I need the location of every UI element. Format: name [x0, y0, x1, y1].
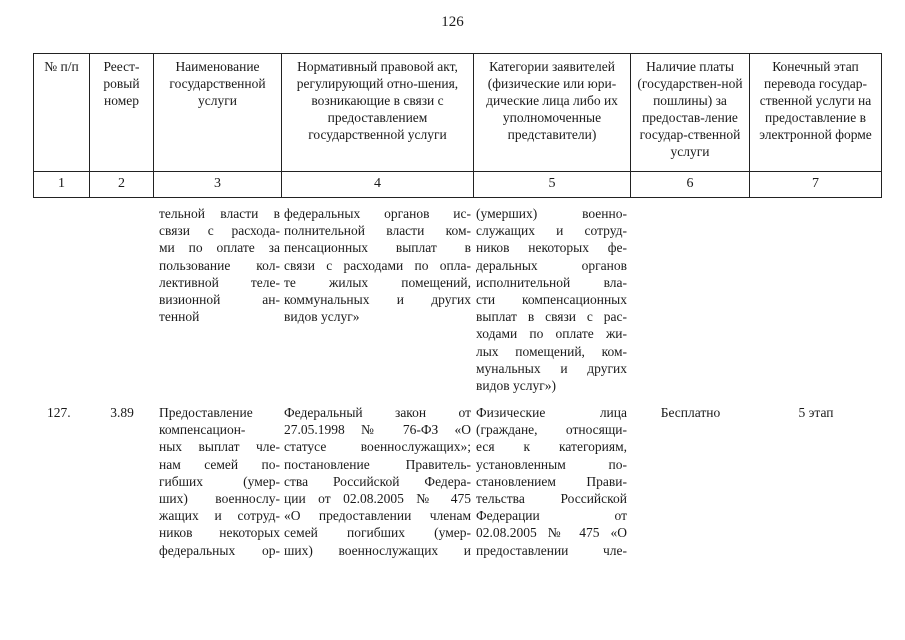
header-row [34, 54, 882, 172]
text-line: мунальных и других [476, 360, 627, 376]
col-number-2: 2 [90, 172, 154, 198]
col-number-6: 6 [631, 172, 750, 198]
text-line: ства Российской Федера- [284, 473, 471, 489]
text-line: пользование кол- [159, 257, 280, 273]
text-line: семей погибших (умер- [284, 525, 471, 541]
text-line: ников некоторых [159, 525, 280, 541]
col-number-3: 3 [154, 172, 282, 198]
text-line: выплат в связи с рас- [476, 309, 627, 325]
row-127-service-name [159, 404, 280, 559]
text-line: жащих и сотруд- [159, 508, 280, 524]
row-127-legal-act [284, 404, 471, 559]
text-line: федеральных ор- [159, 542, 280, 558]
text-line: Предоставление [159, 405, 253, 420]
text-line: компенсацион- [159, 422, 246, 438]
text-line: видов услуг») [476, 378, 556, 394]
text-line: еся к категориям, [476, 439, 627, 455]
header-col-6: Наличие платы (государствен-ной пошлины) за предостав-ление государ-ственной услуги [631, 54, 750, 172]
col-number-7: 7 [750, 172, 882, 198]
text-line: ших) военнослужащих и [284, 542, 471, 558]
text-line: ших) военнослу- [159, 491, 280, 507]
header-col-5: Категории заявителей (физические или юри-дические лица либо их уполномоченные представители) [474, 54, 631, 172]
text-line: пенсационных выплат в [284, 240, 471, 256]
text-line: Федерации от [476, 508, 627, 524]
text-line: гибших (умер- [159, 473, 280, 489]
text-line: «О предоставлении членам [284, 508, 471, 524]
text-line: лых помещений, ком- [476, 343, 627, 359]
page-number: 126 [441, 14, 464, 30]
text-line: визионной ан- [159, 292, 280, 308]
row-127-fee: Бесплатно [660, 405, 721, 420]
text-line: Федеральный закон от [284, 405, 471, 420]
text-line: тенной [159, 309, 200, 325]
text-line: те жилых помещений, [284, 274, 471, 290]
header-col-3: Наименование государственной услуги [154, 54, 282, 172]
text-line: служащих и сотруд- [476, 223, 627, 239]
continuation-col4 [284, 205, 471, 325]
table-header [33, 53, 882, 198]
text-line: ции от 02.08.2005 № 475 [284, 491, 471, 507]
text-line: ходами по оплате жи- [476, 326, 627, 342]
header-col-2: Реест-ровый номер [90, 54, 154, 172]
text-line: тельства Российской [476, 491, 627, 507]
text-line: федеральных органов ис- [284, 206, 471, 221]
text-line: исполнительной вла- [476, 274, 627, 290]
text-line: 27.05.1998 № 76-ФЗ «О [284, 422, 471, 438]
text-line: связи с расходами по опла- [284, 257, 471, 273]
text-line: связи с расхода- [159, 223, 280, 239]
header-col-1: № п/п [34, 54, 90, 172]
text-line: становлением Прави- [476, 473, 627, 489]
row-127-number: 127. [47, 405, 71, 420]
row-127-stage: 5 этап [798, 405, 834, 420]
text-line: постановление Правитель- [284, 456, 471, 472]
text-line: тельной власти в [159, 206, 280, 221]
header-col-4: Нормативный правовой акт, регулирующий отно-шения, возникающие в связи с предоставлением государственной услуги [282, 54, 474, 172]
text-line: ников некоторых фе- [476, 240, 627, 256]
text-line: 02.08.2005 № 475 «О [476, 525, 627, 541]
text-line: ми по оплате за [159, 240, 280, 256]
col-number-5: 5 [474, 172, 631, 198]
text-line: сти компенсационных [476, 292, 627, 308]
continuation-col5 [476, 205, 627, 394]
col-number-1: 1 [34, 172, 90, 198]
text-line: статусе военнослужащих»; [284, 439, 471, 455]
text-line: нам семей по- [159, 456, 280, 472]
col-number-4: 4 [282, 172, 474, 198]
text-line: предоставлении чле- [476, 542, 627, 558]
text-line: Физические лица [476, 405, 627, 420]
text-line: коммунальных и других [284, 292, 471, 308]
text-line: полнительной власти ком- [284, 223, 471, 239]
row-127-registry: 3.89 [110, 405, 134, 420]
header-numbers-row [34, 172, 882, 198]
text-line: (умерших) военно- [476, 206, 627, 221]
text-line: (граждане, относящи- [476, 422, 627, 438]
text-line: ных выплат чле- [159, 439, 280, 455]
row-127-applicants [476, 404, 627, 559]
text-line: лективной теле- [159, 274, 280, 290]
text-line: установленным по- [476, 456, 627, 472]
continuation-col3 [159, 205, 280, 325]
text-line: видов услуг» [284, 309, 360, 325]
text-line: деральных органов [476, 257, 627, 273]
header-col-7: Конечный этап перевода государ-ственной услуги на предоставление в электронной форме [750, 54, 882, 172]
